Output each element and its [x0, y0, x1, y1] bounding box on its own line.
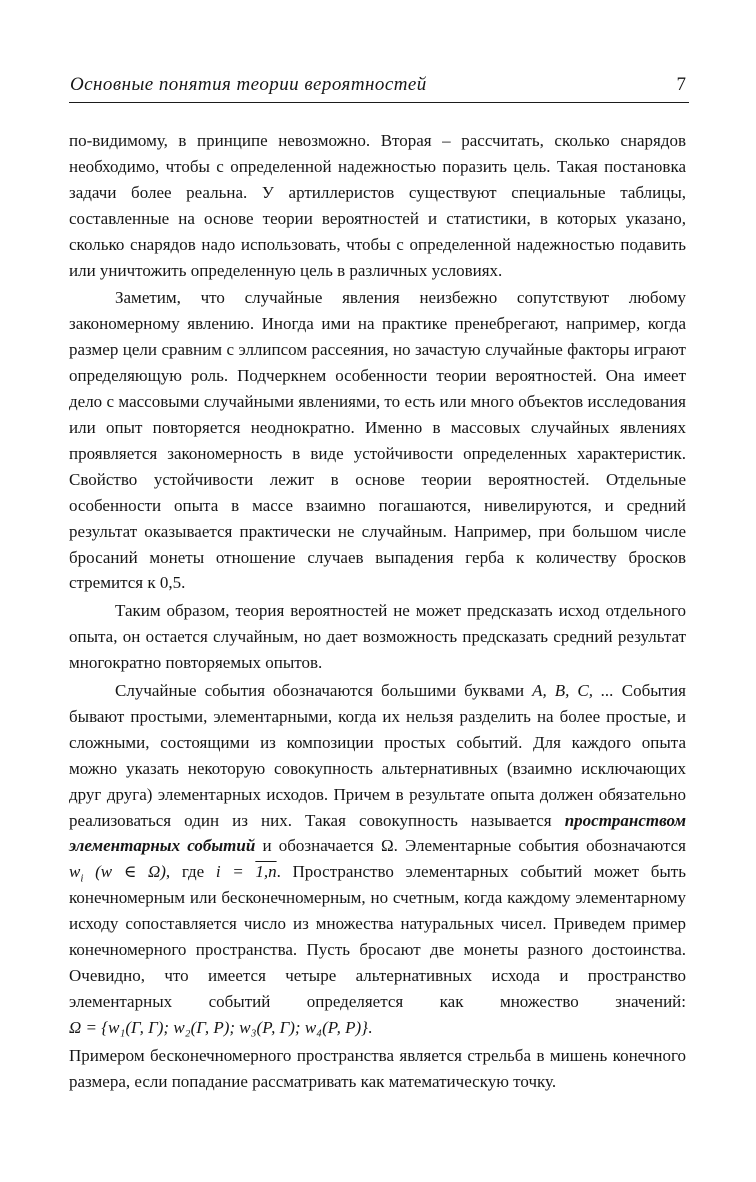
text-segment: и обозначается	[255, 836, 381, 856]
event-letters: A, B, C, ...	[532, 681, 614, 701]
index-range-formula	[216, 862, 277, 881]
body-text	[69, 128, 686, 1095]
running-header	[69, 72, 689, 102]
text-segment: . Элементарные события обозначаются	[393, 836, 686, 856]
paragraph-random-phenomena: Заметим, что случайные явления неизбежно сопутствуют любому закономерному явлению. Иногда ими на практике пренебрегают, например, когда размер цели сравним с эллипсом рассеяния, но зачастую случайные факторы играют определяющую роль. Подчеркнем особенности теории вероятностей. Она имеет дело с массовыми случайными явлениями, то есть или много объектов исследования или опыт повторяется неоднократно. Именно в массовых случайных явлениях проявляется закономерность в виде устойчивости определенных характеристик. Свойство устойчивости лежит в основе теории вероятностей. Отдельные особенности опыта в массе взаимно погашаются, нивелируются, и средний результат оказывается практически не случайным. Например, при большом числе бросаний монеты отношение случаев выпадения герба к количеству бросков стремится к 0,5.	[69, 288, 686, 593]
text-segment: . Пространство элементарных событий может быть конечномерным или бесконечномерным, но счетным, когда каждому элементарному исходу сопоставляется число из множества натуральных чисел. Приведем пример конечномерного пространства. Пусть бросают две монеты разного достоинства. Очевидно, что имеется четыре альтернативных исхода и пространство элементарных событий определяется как множество значений:	[69, 862, 686, 1011]
sample-space-formula: Ω = {w₁(Г, Г); w₂(Г, Р); w₃(Р, Г); w₄(Р, Р)}	[69, 1017, 368, 1037]
chapter-title: Основные понятия теории вероятностей	[70, 74, 427, 95]
index-range: 1,n	[255, 862, 277, 882]
event-condition: (w ∈ Ω)	[83, 862, 166, 882]
paragraph-continuation: по-видимому, в принципе невозможно. Вторая – рассчитать, сколько снарядов необходимо, чтобы с определенной надежностью поразить цель. Такая постановка задачи более реальна. У артиллеристов существуют специальные таблицы, составленные на основе теории вероятностей и статистики, в которых указано, сколько снарядов надо использовать, чтобы с определенной надежностью подавить или уничтожить определенную цель в различных условиях.	[69, 131, 686, 280]
omega-symbol: Ω	[380, 836, 394, 856]
index-equals: i =	[215, 862, 256, 882]
paragraph-random-events	[69, 678, 686, 1041]
event-symbol: w	[69, 862, 81, 882]
term-sample-space: пространством элементарных событий	[69, 810, 686, 856]
paragraph-conclusion: Таким образом, теория вероятностей не может предсказать исход отдельного опыта, он остается случайным, но дает возможность предсказать средний результат многократно повторяемых опытов.	[69, 601, 686, 673]
page-number: 7	[676, 74, 686, 95]
text-segment: .	[367, 1017, 373, 1037]
event-index: i	[80, 872, 84, 885]
elementary-event-formula	[69, 862, 166, 885]
paragraph-infinite-space: Примером бесконечномерного пространства является стрельба в мишень конечного размера, если попадание рассматривать как математическую точку.	[69, 1045, 686, 1091]
text-segment: , где	[165, 862, 216, 882]
text-segment: События бывают простыми, элементарными, когда их нельзя разделить на более простые, и сложными, состоящими из композиции простых событий. Для каждого опыта можно указать некоторую совокупность альтернативных (взаимно исключающих друг друга) элементарных исходов. Причем в результате опыта должен обязательно реализоваться один из них. Такая совокупность называется	[69, 681, 686, 830]
header-rule	[69, 102, 689, 103]
text-segment: Случайные события обозначаются большими буквами	[115, 681, 533, 701]
